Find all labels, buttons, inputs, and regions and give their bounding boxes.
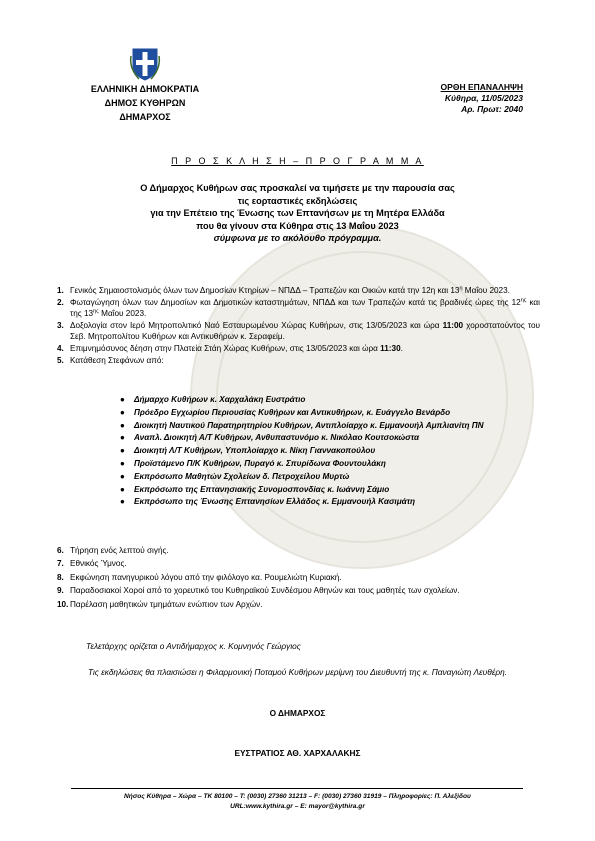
bullet-icon: ●	[120, 407, 125, 417]
intro-line: Ο Δήμαρχος Κυθήρων σας προσκαλεί να τιμήσετε με την παρουσία σας	[140, 183, 455, 193]
wreath-item: ● Εκπρόσωπο της Ένωσης Επτανησίων Ελλάδος κ. Εμμανουήλ Κασιμάτη	[120, 496, 550, 509]
list-item: 2. Φωταγώγηση όλων των Δημοσίων και Δημοτικών καταστημάτων, ΝΠΔΔ και των Τραπεζών κατά τις βραδινές ώρες της $12^{\eta\varsigma}$ και της $13^{\eta\varsigma}$ Μαΐου 2023.	[57, 297, 540, 318]
list-item: 6. Τήρηση ενός λεπτού σιγής.	[57, 546, 169, 555]
signatory-name: ΕΥΣΤΡΑΤΙΟΣ ΑΘ. ΧΑΡΧΑΛΑΚΗΣ	[234, 748, 361, 758]
program-list-top	[57, 286, 540, 367]
bullet-icon: ●	[120, 433, 125, 443]
bullet-icon: ●	[120, 484, 125, 494]
issuer-line: ΔΗΜΟΣ ΚΥΘΗΡΩΝ	[104, 98, 186, 108]
list-item: 5. Κατάθεση Στεφάνων από:	[57, 356, 164, 366]
wreath-item: ● Αναπλ. Διοικητή Α/Τ Κυθήρων, Ανθυπαστυνόμο κ. Νικόλαο Κουτσοκώστα	[120, 432, 550, 445]
wreath-item: ● Διοικητή Λ/Τ Κυθήρων, Υποπλοίαρχο κ. Νίκη Γιαννακοπούλου	[120, 445, 550, 458]
list-item: 7. Εθνικός Ύμνος.	[57, 559, 127, 569]
protocol-number: Αρ. Πρωτ: 2040	[461, 104, 523, 114]
list-item: 1. Γενικός Σημαιοστολισμός όλων των Δημοσίων Κτηρίων – ΝΠΔΔ – Τραπεζών και Οικιών κατά την 12η και $13^\eta$ Μαΐου 2023.	[57, 285, 510, 295]
issue-date: Κύθηρα, 11/05/2023	[444, 93, 523, 103]
issuer-line: ΕΛΛΗΝΙΚΗ ΔΗΜΟΚΡΑΤΙΑ	[90, 84, 200, 94]
issuer-block	[70, 82, 220, 124]
bullet-icon: ●	[120, 458, 125, 468]
list-item: 4. Επιμνημόσυνος δέηση στην Πλατεία Στάη Χώρας Κυθήρων, στις 13/05/2023 και ώρα 11:30.	[57, 344, 403, 354]
wreath-item: ● Διοικητή Ναυτικού Παρατηρητηρίου Κυθήρων, Αντιπλοίαρχο κ. Εμμανουήλ Αμπλιανίτη ΠΝ	[120, 420, 550, 433]
wreath-list	[120, 394, 550, 509]
program-list-bottom	[57, 546, 540, 610]
intro-line: που θα γίνουν στα Κύθηρα στις 13 Μαΐου 2023	[196, 220, 399, 231]
intro-line: τις εορταστικές εκδηλώσεις	[237, 195, 358, 206]
wreath-item: ● Εκπρόσωπο Μαθητών Σχολείων δ. Πετροχείλου Μυρτώ	[120, 471, 550, 484]
list-item: 8. Εκφώνηση πανηγυρικού λόγου από την φιλόλογο κα. Ρουμελιώτη Κυριακή.	[57, 572, 342, 582]
reference-block	[373, 82, 523, 115]
footer-divider	[71, 788, 523, 789]
footer-address: Νήσος Κύθηρα – Χώρα – ΤΚ 80100 – Τ: (0030) 27360 31213 – F: (0030) 27360 31919 – Πληροφορίες: Π. Αλεξίδου	[124, 793, 471, 800]
intro-line: σύμφωνα με το ακόλουθο πρόγραμμα.	[213, 233, 382, 244]
list-item: 10. Παρέλαση μαθητικών τμημάτων ενώπιον των Αρχών.	[57, 599, 263, 609]
intro-line: για την Επέτειο της Ένωσης των Επτανήσων με τη Μητέρα Ελλάδα	[150, 208, 445, 219]
list-item: 9. Παραδοσιακοί Χοροί από το χορευτικό του Κυθηραϊκού Συνδέσμου Αθηνών και τους μαθητές των σχολείων.	[57, 586, 460, 596]
footer-contact	[0, 792, 595, 812]
wreath-item: ● Δήμαρχο Κυθήρων κ. Χαρχαλάκη Ευστράτιο	[120, 394, 550, 407]
signatory-title: Ο ΔΗΜΑΡΧΟΣ	[269, 708, 326, 718]
bullet-icon: ●	[120, 420, 125, 430]
wreath-item: ● Εκπρόσωπο της Επτανησιακής Συνομοσπονδίας κ. Ιωάννη Σάμιο	[120, 484, 550, 497]
bullet-icon: ●	[120, 471, 125, 481]
bullet-icon: ●	[120, 497, 125, 507]
bullet-icon: ●	[120, 395, 125, 404]
correction-label: ΟΡΘΗ ΕΠΑΝΑΛΗΨΗ	[440, 82, 523, 92]
greek-emblem-icon	[129, 46, 161, 82]
wreath-item: ● Προϊστάμενο Π/Κ Κυθήρων, Πυραγό κ. Σπυρίδωνα Φουντουλάκη	[120, 458, 550, 471]
wreath-item: ● Πρόεδρο Εγχωρίου Περιουσίας Κυθήρων και Αντικυθήρων, κ. Ευάγγελο Βενάρδο	[120, 407, 550, 420]
bullet-icon: ●	[120, 446, 125, 456]
footer-web: URL:www.kythira.gr – E: mayor@kythira.gr	[230, 803, 365, 810]
intro-paragraph	[80, 182, 515, 245]
ceremony-master-note: Τελετάρχης ορίζεται ο Αντιδήμαρχος κ. Κομνηνός Γεώργιος	[86, 641, 301, 651]
music-note: Τις εκδηλώσεις θα πλαισιώσει η Φιλαρμονική Ποταμού Κυθήρων μερίμνη του Διευθυντή της κ. Παναγιώτη Λευθέρη.	[87, 667, 508, 677]
document-title: Π Ρ Ο Σ Κ Λ Η Σ Η – Π Ρ Ο Γ Ρ Α Μ Μ Α	[171, 156, 424, 166]
list-item: 3. Δοξολογία στον Ιερό Μητροπολιτικό Ναό Εσταυρωμένου Χώρας Κυθήρων, στις 13/05/2023 και ώρα 11:00 χοροστατούντος του Σεβ. Μητροπολίτου Κυθήρων και Αντικυθήρων κ. Σεραφείμ.	[57, 321, 540, 341]
issuer-line: ΔΗΜΑΡΧΟΣ	[119, 112, 171, 122]
